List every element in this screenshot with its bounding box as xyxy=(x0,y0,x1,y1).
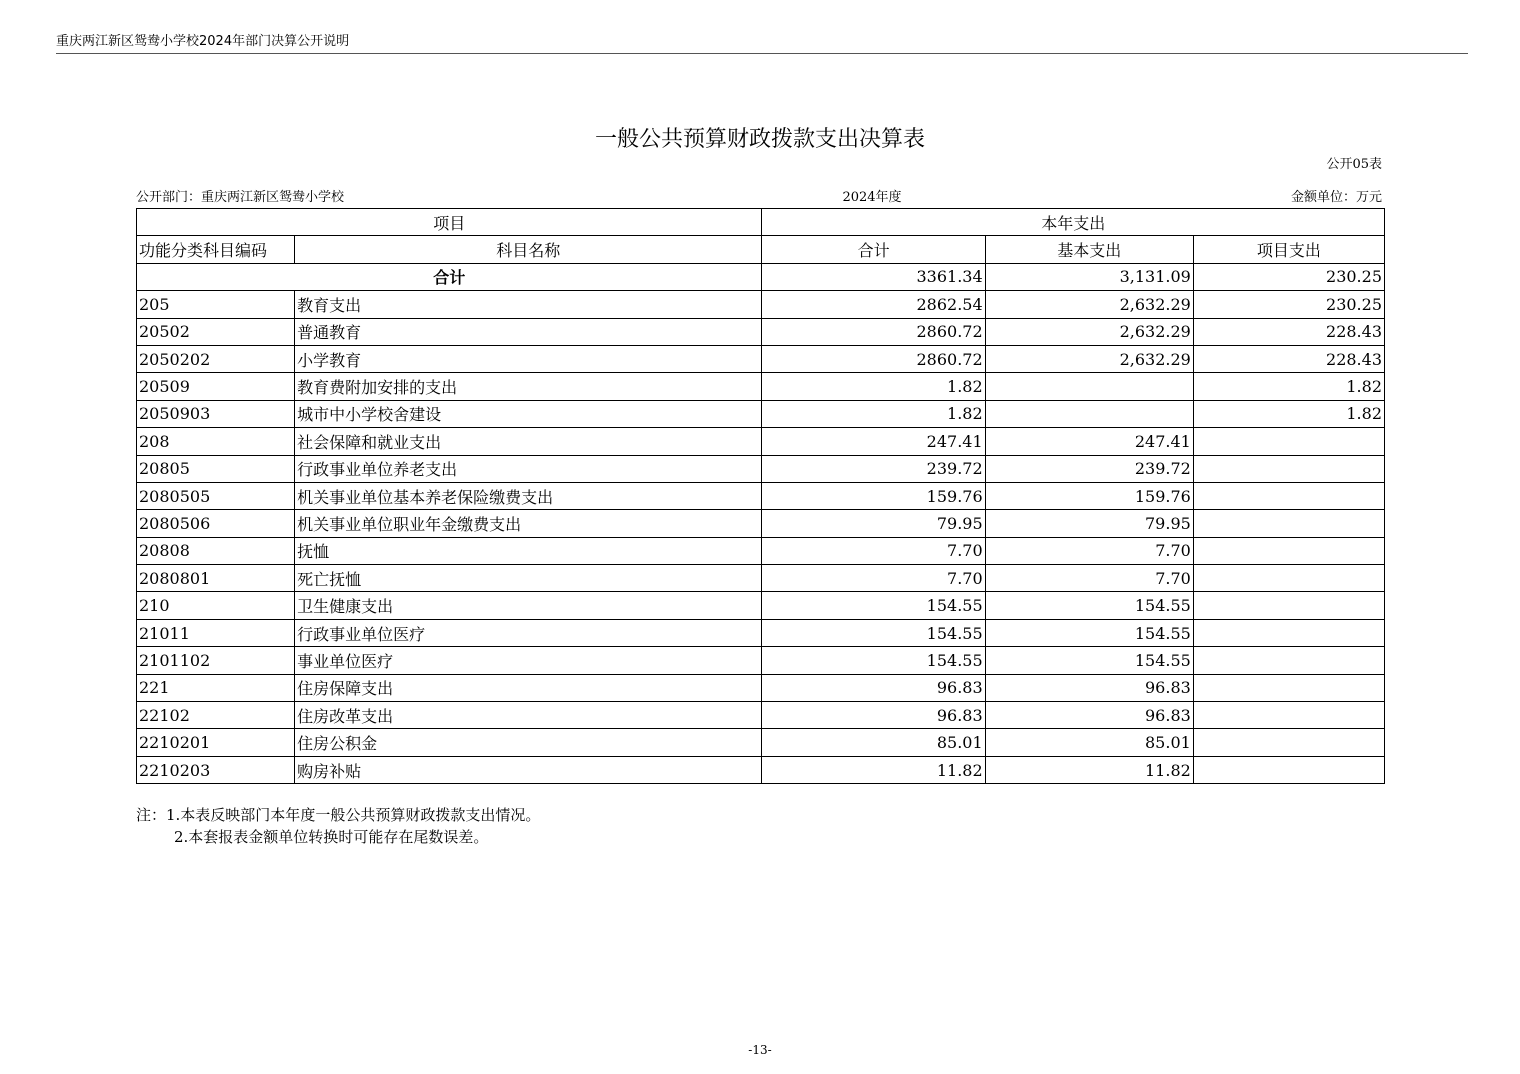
cell-name: 卫生健康支出 xyxy=(295,592,762,619)
header-name: 科目名称 xyxy=(295,236,762,263)
cell-code: 2080505 xyxy=(137,482,295,509)
cell-code: 2050903 xyxy=(137,400,295,427)
cell-total: 79.95 xyxy=(762,510,985,537)
cell-name: 住房公积金 xyxy=(295,729,762,756)
cell-code: 2050202 xyxy=(137,345,295,372)
header-item: 项目 xyxy=(137,209,762,236)
header-divider xyxy=(56,53,1468,54)
cell-total: 7.70 xyxy=(762,565,985,592)
cell-code: 20808 xyxy=(137,537,295,564)
cell-total: 11.82 xyxy=(762,756,985,783)
cell-code: 2080801 xyxy=(137,565,295,592)
cell-basic: 7.70 xyxy=(985,565,1193,592)
cell-total: 154.55 xyxy=(762,647,985,674)
header-project: 项目支出 xyxy=(1193,236,1384,263)
total-label: 合计 xyxy=(137,263,762,290)
cell-code: 22102 xyxy=(137,702,295,729)
cell-code: 221 xyxy=(137,674,295,701)
amount-unit: 金额单位：万元 xyxy=(1290,190,1382,205)
cell-basic: 2,632.29 xyxy=(985,345,1193,372)
table-row xyxy=(137,729,1385,756)
cell-code: 21011 xyxy=(137,619,295,646)
cell-code: 205 xyxy=(137,291,295,318)
cell-name: 购房补贴 xyxy=(295,756,762,783)
cell-name: 城市中小学校舍建设 xyxy=(295,400,762,427)
cell-total: 2862.54 xyxy=(762,291,985,318)
cell-project: 228.43 xyxy=(1193,318,1384,345)
form-number: 公开05表 xyxy=(1326,157,1382,172)
cell-total: 7.70 xyxy=(762,537,985,564)
cell-basic: 2,632.29 xyxy=(985,291,1193,318)
cell-total: 96.83 xyxy=(762,674,985,701)
cell-code: 2210203 xyxy=(137,756,295,783)
cell-name: 事业单位医疗 xyxy=(295,647,762,674)
cell-basic: 159.76 xyxy=(985,482,1193,509)
cell-name: 住房改革支出 xyxy=(295,702,762,729)
table-row xyxy=(137,373,1385,400)
table-row xyxy=(137,345,1385,372)
cell-code: 20805 xyxy=(137,455,295,482)
expenditure-table xyxy=(136,208,1385,784)
cell-code: 20502 xyxy=(137,318,295,345)
cell-name: 普通教育 xyxy=(295,318,762,345)
cell-name: 行政事业单位养老支出 xyxy=(295,455,762,482)
note-line-2: 2.本套报表金额单位转换时可能存在尾数误差。 xyxy=(174,828,489,846)
cell-basic xyxy=(985,373,1193,400)
cell-name: 机关事业单位职业年金缴费支出 xyxy=(295,510,762,537)
cell-basic: 154.55 xyxy=(985,619,1193,646)
cell-project xyxy=(1193,702,1384,729)
group-header-row xyxy=(137,209,1385,236)
cell-basic xyxy=(985,400,1193,427)
table-row xyxy=(137,537,1385,564)
table-row xyxy=(137,510,1385,537)
cell-name: 抚恤 xyxy=(295,537,762,564)
table-row xyxy=(137,674,1385,701)
cell-basic: 154.55 xyxy=(985,647,1193,674)
total-row xyxy=(137,263,1385,290)
cell-name: 社会保障和就业支出 xyxy=(295,428,762,455)
notes xyxy=(136,804,540,848)
cell-total: 2860.72 xyxy=(762,318,985,345)
cell-name: 住房保障支出 xyxy=(295,674,762,701)
table-row xyxy=(137,647,1385,674)
total-amount: 3361.34 xyxy=(762,263,985,290)
cell-code: 20509 xyxy=(137,373,295,400)
table-row xyxy=(137,482,1385,509)
table-row xyxy=(137,400,1385,427)
cell-basic: 239.72 xyxy=(985,455,1193,482)
cell-total: 96.83 xyxy=(762,702,985,729)
cell-total: 1.82 xyxy=(762,373,985,400)
cell-total: 85.01 xyxy=(762,729,985,756)
cell-code: 208 xyxy=(137,428,295,455)
cell-name: 行政事业单位医疗 xyxy=(295,619,762,646)
cell-total: 239.72 xyxy=(762,455,985,482)
note-line-1: 注：1.本表反映部门本年度一般公共预算财政拨款支出情况。 xyxy=(136,806,541,824)
cell-name: 死亡抚恤 xyxy=(295,565,762,592)
table-row xyxy=(137,428,1385,455)
cell-project xyxy=(1193,756,1384,783)
cell-code: 2101102 xyxy=(137,647,295,674)
header-basic: 基本支出 xyxy=(985,236,1193,263)
table-row xyxy=(137,619,1385,646)
cell-project xyxy=(1193,729,1384,756)
cell-name: 教育支出 xyxy=(295,291,762,318)
cell-basic: 11.82 xyxy=(985,756,1193,783)
table-row xyxy=(137,756,1385,783)
cell-project xyxy=(1193,428,1384,455)
cell-total: 154.55 xyxy=(762,619,985,646)
cell-project xyxy=(1193,482,1384,509)
cell-code: 2210201 xyxy=(137,729,295,756)
cell-project xyxy=(1193,647,1384,674)
cell-project: 230.25 xyxy=(1193,291,1384,318)
cell-project xyxy=(1193,537,1384,564)
cell-code: 210 xyxy=(137,592,295,619)
table-row xyxy=(137,565,1385,592)
cell-total: 1.82 xyxy=(762,400,985,427)
cell-project: 228.43 xyxy=(1193,345,1384,372)
cell-project xyxy=(1193,455,1384,482)
cell-basic: 79.95 xyxy=(985,510,1193,537)
table-row xyxy=(137,455,1385,482)
header-total: 合计 xyxy=(762,236,985,263)
cell-basic: 7.70 xyxy=(985,537,1193,564)
cell-total: 159.76 xyxy=(762,482,985,509)
page-number: -13- xyxy=(748,1043,772,1057)
fiscal-year: 2024年度 xyxy=(842,190,902,205)
header-current-year: 本年支出 xyxy=(762,209,1385,236)
cell-basic: 96.83 xyxy=(985,674,1193,701)
cell-total: 2860.72 xyxy=(762,345,985,372)
table-row xyxy=(137,318,1385,345)
cell-name: 小学教育 xyxy=(295,345,762,372)
cell-basic: 96.83 xyxy=(985,702,1193,729)
cell-basic: 154.55 xyxy=(985,592,1193,619)
cell-project xyxy=(1193,592,1384,619)
department-label: 公开部门：重庆两江新区鸳鸯小学校 xyxy=(136,190,345,205)
cell-project xyxy=(1193,565,1384,592)
cell-name: 教育费附加安排的支出 xyxy=(295,373,762,400)
total-basic: 3,131.09 xyxy=(985,263,1193,290)
cell-code: 2080506 xyxy=(137,510,295,537)
cell-name: 机关事业单位基本养老保险缴费支出 xyxy=(295,482,762,509)
report-title: 一般公共预算财政拨款支出决算表 xyxy=(594,127,925,152)
cell-total: 247.41 xyxy=(762,428,985,455)
cell-project xyxy=(1193,674,1384,701)
cell-project: 1.82 xyxy=(1193,400,1384,427)
cell-total: 154.55 xyxy=(762,592,985,619)
cell-project xyxy=(1193,619,1384,646)
cell-project xyxy=(1193,510,1384,537)
document-header: 重庆两江新区鸳鸯小学校2024年部门决算公开说明 xyxy=(56,34,350,49)
cell-project: 1.82 xyxy=(1193,373,1384,400)
table-row xyxy=(137,291,1385,318)
header-code: 功能分类科目编码 xyxy=(137,236,295,263)
cell-basic: 2,632.29 xyxy=(985,318,1193,345)
cell-basic: 247.41 xyxy=(985,428,1193,455)
table-row xyxy=(137,592,1385,619)
table-row xyxy=(137,702,1385,729)
total-project: 230.25 xyxy=(1193,263,1384,290)
cell-basic: 85.01 xyxy=(985,729,1193,756)
column-header-row xyxy=(137,236,1385,263)
